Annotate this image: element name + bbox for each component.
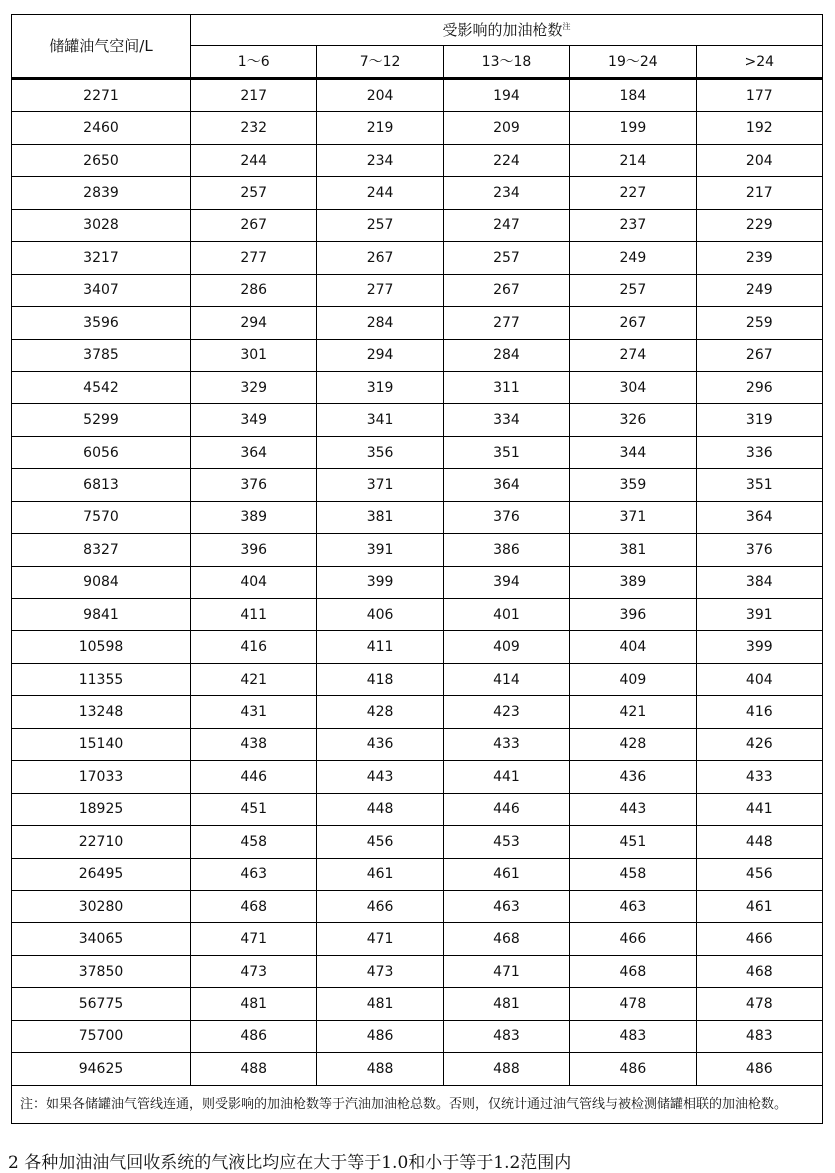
value-cell: 371 [317, 469, 443, 501]
value-cell: 284 [443, 339, 569, 371]
table-row [12, 79, 823, 112]
value-cell: 451 [570, 826, 696, 858]
value-cell: 224 [443, 144, 569, 176]
value-cell: 458 [191, 826, 317, 858]
table-row [12, 761, 823, 793]
value-cell: 381 [570, 534, 696, 566]
value-cell: 267 [570, 307, 696, 339]
value-cell: 463 [191, 858, 317, 890]
value-cell: 471 [317, 923, 443, 955]
volume-cell: 9084 [12, 566, 191, 598]
value-cell: 483 [570, 1020, 696, 1052]
value-cell: 192 [696, 112, 822, 144]
value-cell: 461 [317, 858, 443, 890]
table-row [12, 209, 823, 241]
value-cell: 443 [317, 761, 443, 793]
value-cell: 364 [696, 501, 822, 533]
value-cell: 294 [191, 307, 317, 339]
volume-cell: 18925 [12, 793, 191, 825]
value-cell: 237 [570, 209, 696, 241]
value-cell: 259 [696, 307, 822, 339]
table-row [12, 1053, 823, 1085]
table-row [12, 534, 823, 566]
value-cell: 267 [443, 274, 569, 306]
value-cell: 386 [443, 534, 569, 566]
value-cell: 468 [191, 890, 317, 922]
value-cell: 478 [696, 988, 822, 1020]
value-cell: 481 [191, 988, 317, 1020]
table-row [12, 339, 823, 371]
value-cell: 438 [191, 728, 317, 760]
volume-cell: 34065 [12, 923, 191, 955]
value-cell: 481 [317, 988, 443, 1020]
value-cell: 336 [696, 436, 822, 468]
value-cell: 483 [696, 1020, 822, 1052]
value-cell: 244 [191, 144, 317, 176]
value-cell: 249 [570, 242, 696, 274]
value-cell: 381 [317, 501, 443, 533]
volume-cell: 2460 [12, 112, 191, 144]
value-cell: 461 [443, 858, 569, 890]
value-cell: 274 [570, 339, 696, 371]
table-row [12, 663, 823, 695]
volume-cell: 13248 [12, 696, 191, 728]
value-cell: 488 [317, 1053, 443, 1085]
value-cell: 433 [696, 761, 822, 793]
volume-cell: 5299 [12, 404, 191, 436]
value-cell: 433 [443, 728, 569, 760]
column-header: >24 [696, 46, 822, 79]
volume-cell: 2839 [12, 177, 191, 209]
value-cell: 204 [317, 79, 443, 112]
value-cell: 217 [696, 177, 822, 209]
value-cell: 416 [696, 696, 822, 728]
value-cell: 239 [696, 242, 822, 274]
value-cell: 409 [443, 631, 569, 663]
value-cell: 319 [696, 404, 822, 436]
value-cell: 326 [570, 404, 696, 436]
volume-cell: 9841 [12, 599, 191, 631]
value-cell: 426 [696, 728, 822, 760]
value-cell: 416 [191, 631, 317, 663]
value-cell: 401 [443, 599, 569, 631]
value-cell: 229 [696, 209, 822, 241]
volume-cell: 75700 [12, 1020, 191, 1052]
value-cell: 453 [443, 826, 569, 858]
value-cell: 448 [696, 826, 822, 858]
volume-cell: 3407 [12, 274, 191, 306]
volume-cell: 22710 [12, 826, 191, 858]
value-cell: 404 [570, 631, 696, 663]
value-cell: 376 [191, 469, 317, 501]
value-cell: 463 [570, 890, 696, 922]
table-row [12, 177, 823, 209]
table-row [12, 274, 823, 306]
table-row [12, 404, 823, 436]
volume-cell: 6056 [12, 436, 191, 468]
table-row [12, 1020, 823, 1052]
table-row [12, 858, 823, 890]
table-row [12, 890, 823, 922]
value-cell: 204 [696, 144, 822, 176]
cut-off-paragraph: 2 各种加油油气回收系统的气液比均应在大于等于1.0和小于等于1.2范围内 [8, 1153, 572, 1173]
value-cell: 448 [317, 793, 443, 825]
value-cell: 217 [191, 79, 317, 112]
value-cell: 356 [317, 436, 443, 468]
value-cell: 486 [696, 1053, 822, 1085]
value-cell: 184 [570, 79, 696, 112]
value-cell: 194 [443, 79, 569, 112]
value-cell: 257 [191, 177, 317, 209]
value-cell: 468 [570, 955, 696, 987]
value-cell: 371 [570, 501, 696, 533]
value-cell: 471 [443, 955, 569, 987]
value-cell: 391 [696, 599, 822, 631]
table-row [12, 501, 823, 533]
value-cell: 456 [696, 858, 822, 890]
table-row [12, 599, 823, 631]
table-row [12, 436, 823, 468]
value-cell: 234 [317, 144, 443, 176]
volume-cell: 17033 [12, 761, 191, 793]
volume-cell: 8327 [12, 534, 191, 566]
value-cell: 436 [570, 761, 696, 793]
value-cell: 396 [570, 599, 696, 631]
data-table-container [11, 14, 822, 1124]
value-cell: 406 [317, 599, 443, 631]
value-cell: 441 [696, 793, 822, 825]
value-cell: 394 [443, 566, 569, 598]
value-cell: 473 [191, 955, 317, 987]
value-cell: 463 [443, 890, 569, 922]
value-cell: 267 [191, 209, 317, 241]
volume-cell: 4542 [12, 371, 191, 403]
value-cell: 404 [696, 663, 822, 695]
column-header: 13～18 [443, 46, 569, 79]
group-header-text: 受影响的加油枪数 [442, 20, 563, 39]
value-cell: 277 [443, 307, 569, 339]
value-cell: 277 [191, 242, 317, 274]
table-row [12, 696, 823, 728]
column-header: 1～6 [191, 46, 317, 79]
value-cell: 247 [443, 209, 569, 241]
value-cell: 414 [443, 663, 569, 695]
value-cell: 244 [317, 177, 443, 209]
value-cell: 461 [696, 890, 822, 922]
volume-cell: 15140 [12, 728, 191, 760]
column-header: 7～12 [317, 46, 443, 79]
value-cell: 466 [570, 923, 696, 955]
value-cell: 349 [191, 404, 317, 436]
value-cell: 423 [443, 696, 569, 728]
value-cell: 391 [317, 534, 443, 566]
table-row [12, 144, 823, 176]
value-cell: 428 [317, 696, 443, 728]
value-cell: 399 [696, 631, 822, 663]
note-marker: 注 [562, 21, 571, 31]
pressure-limit-table [11, 14, 823, 1124]
value-cell: 234 [443, 177, 569, 209]
value-cell: 301 [191, 339, 317, 371]
value-cell: 421 [191, 663, 317, 695]
value-cell: 466 [696, 923, 822, 955]
value-cell: 409 [570, 663, 696, 695]
value-cell: 311 [443, 371, 569, 403]
table-row [12, 566, 823, 598]
value-cell: 488 [443, 1053, 569, 1085]
table-row [12, 112, 823, 144]
value-cell: 257 [570, 274, 696, 306]
column-header: 19～24 [570, 46, 696, 79]
value-cell: 286 [191, 274, 317, 306]
group-header [191, 15, 823, 46]
value-cell: 334 [443, 404, 569, 436]
value-cell: 483 [443, 1020, 569, 1052]
value-cell: 344 [570, 436, 696, 468]
volume-cell: 3217 [12, 242, 191, 274]
volume-cell: 56775 [12, 988, 191, 1020]
table-note: 注：如果各储罐油气管线连通，则受影响的加油枪数等于汽油加油枪总数。否则，仅统计通过油气管线与被检测储罐相联的加油枪数。 [12, 1085, 823, 1123]
value-cell: 267 [696, 339, 822, 371]
value-cell: 359 [570, 469, 696, 501]
value-cell: 473 [317, 955, 443, 987]
value-cell: 227 [570, 177, 696, 209]
volume-cell: 2271 [12, 79, 191, 112]
volume-cell: 26495 [12, 858, 191, 890]
value-cell: 451 [191, 793, 317, 825]
value-cell: 351 [696, 469, 822, 501]
volume-cell: 30280 [12, 890, 191, 922]
table-row [12, 469, 823, 501]
value-cell: 471 [191, 923, 317, 955]
value-cell: 428 [570, 728, 696, 760]
table-row [12, 923, 823, 955]
value-cell: 364 [443, 469, 569, 501]
value-cell: 257 [317, 209, 443, 241]
table-row [12, 631, 823, 663]
value-cell: 404 [191, 566, 317, 598]
value-cell: 389 [191, 501, 317, 533]
table-row [12, 793, 823, 825]
volume-cell: 37850 [12, 955, 191, 987]
table-row [12, 371, 823, 403]
volume-cell: 94625 [12, 1053, 191, 1085]
value-cell: 399 [317, 566, 443, 598]
volume-cell: 3596 [12, 307, 191, 339]
value-cell: 458 [570, 858, 696, 890]
table-row [12, 955, 823, 987]
volume-cell: 2650 [12, 144, 191, 176]
value-cell: 199 [570, 112, 696, 144]
value-cell: 257 [443, 242, 569, 274]
value-cell: 396 [191, 534, 317, 566]
value-cell: 296 [696, 371, 822, 403]
value-cell: 478 [570, 988, 696, 1020]
value-cell: 384 [696, 566, 822, 598]
value-cell: 329 [191, 371, 317, 403]
table-body [12, 79, 823, 1086]
value-cell: 431 [191, 696, 317, 728]
value-cell: 304 [570, 371, 696, 403]
volume-cell: 11355 [12, 663, 191, 695]
value-cell: 411 [317, 631, 443, 663]
volume-cell: 7570 [12, 501, 191, 533]
table-row [12, 988, 823, 1020]
value-cell: 232 [191, 112, 317, 144]
value-cell: 284 [317, 307, 443, 339]
value-cell: 177 [696, 79, 822, 112]
value-cell: 466 [317, 890, 443, 922]
stub-header: 储罐油气空间/L [12, 15, 191, 79]
value-cell: 436 [317, 728, 443, 760]
volume-cell: 3785 [12, 339, 191, 371]
value-cell: 389 [570, 566, 696, 598]
value-cell: 456 [317, 826, 443, 858]
value-cell: 209 [443, 112, 569, 144]
value-cell: 219 [317, 112, 443, 144]
value-cell: 446 [443, 793, 569, 825]
value-cell: 294 [317, 339, 443, 371]
value-cell: 341 [317, 404, 443, 436]
table-row [12, 307, 823, 339]
table-row [12, 826, 823, 858]
value-cell: 364 [191, 436, 317, 468]
value-cell: 481 [443, 988, 569, 1020]
value-cell: 486 [317, 1020, 443, 1052]
value-cell: 486 [191, 1020, 317, 1052]
volume-cell: 6813 [12, 469, 191, 501]
value-cell: 267 [317, 242, 443, 274]
value-cell: 376 [696, 534, 822, 566]
value-cell: 376 [443, 501, 569, 533]
table-row [12, 728, 823, 760]
table-row [12, 242, 823, 274]
value-cell: 351 [443, 436, 569, 468]
value-cell: 441 [443, 761, 569, 793]
value-cell: 411 [191, 599, 317, 631]
value-cell: 249 [696, 274, 822, 306]
value-cell: 421 [570, 696, 696, 728]
value-cell: 418 [317, 663, 443, 695]
value-cell: 468 [443, 923, 569, 955]
value-cell: 319 [317, 371, 443, 403]
value-cell: 214 [570, 144, 696, 176]
value-cell: 443 [570, 793, 696, 825]
value-cell: 486 [570, 1053, 696, 1085]
value-cell: 277 [317, 274, 443, 306]
volume-cell: 3028 [12, 209, 191, 241]
value-cell: 488 [191, 1053, 317, 1085]
value-cell: 468 [696, 955, 822, 987]
value-cell: 446 [191, 761, 317, 793]
volume-cell: 10598 [12, 631, 191, 663]
